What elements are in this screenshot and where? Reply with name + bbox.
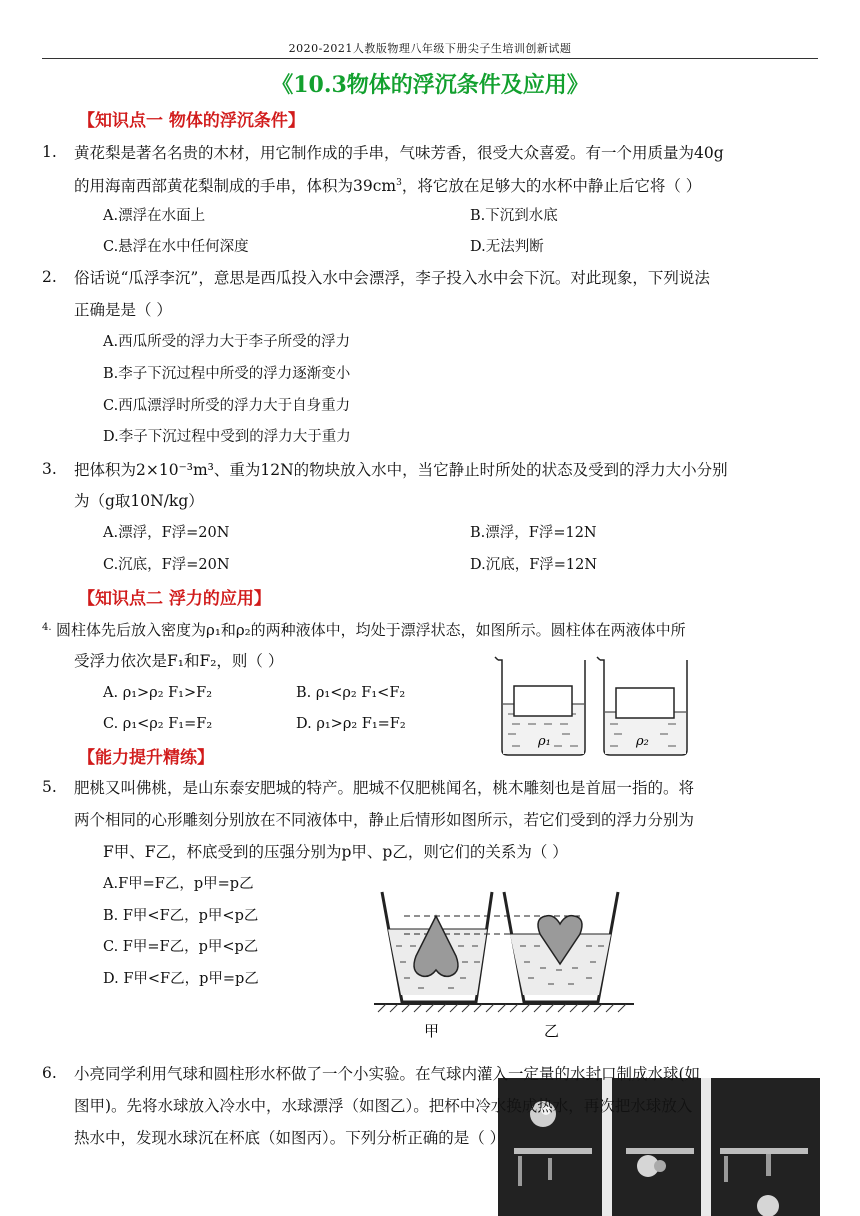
question-text: 圆柱体先后放入密度为ρ₁和ρ₂的两种液体中，均处于漂浮状态，如图所示。圆柱体在两液体中所 [56,621,686,639]
question-number: 5. [42,778,57,796]
question-text: 正确是是（ ） [74,301,172,319]
option-d[interactable]: D. ρ₁>ρ₂ F₁=F₂ [296,716,406,732]
question-text: 为（g取10N/kg） [74,492,204,510]
beakers-figure [492,652,692,762]
section-heading-2: 【知识点二 浮力的应用】 [78,589,271,609]
option-b[interactable]: B. ρ₁<ρ₂ F₁<F₂ [296,685,406,701]
option-a[interactable]: A. ρ₁>ρ₂ F₁>F₂ [103,685,213,701]
label-yi: 乙 [544,1022,560,1040]
option-c[interactable]: C. ρ₁<ρ₂ F₁=F₂ [103,716,213,732]
question-text: 两个相同的心形雕刻分别放在不同液体中，静止后情形如图所示，若它们受到的浮力分别为 [74,811,695,829]
heart-carving-1 [414,916,458,976]
cups-figure [364,882,646,1040]
question-text: 黄花梨是著名名贵的木材，用它制作成的手串，气味芳香，很受大众喜爱。有一个用质量为40g [74,144,724,162]
question-text: 俗话说“瓜浮李沉”，意思是西瓜投入水中会漂浮，李子投入水中会下沉。对此现象，下列说法 [74,269,710,287]
option-b[interactable]: B.李子下沉过程中所受的浮力逐渐变小 [103,366,351,382]
question-text: 受浮力依次是F₁和F₂，则（ ） [74,652,284,670]
section-heading-1: 【知识点一 物体的浮沉条件】 [78,111,305,131]
question-text: 把体积为2×10⁻³m³、重为12N的物块放入水中，当它静止时所处的状态及受到的浮力大小分别 [74,461,728,479]
option-b[interactable]: B.漂浮，F浮=12N [470,525,597,541]
option-c[interactable]: C.沉底，F浮=20N [103,557,230,573]
label-rho1: ρ₁ [538,734,551,749]
option-d[interactable]: D. F甲<F乙，p甲=p乙 [103,971,259,987]
question-text: 热水中，发现水球沉在杯底（如图丙）。下列分析正确的是（ ） [74,1129,506,1147]
section-heading-3: 【能力提升精练】 [78,748,214,768]
question-text: F甲、F乙，杯底受到的压强分别为p甲、p乙，则它们的关系为（ ） [103,843,568,861]
option-d[interactable]: D.无法判断 [470,239,544,255]
option-a[interactable]: A.西瓜所受的浮力大于李子所受的浮力 [103,334,351,350]
question-number: 2. [42,268,57,286]
question-text: 的用海南西部黄花梨制成的手串，体积为$39cm^3$，将它放在足够大的水杯中静止后它将（ ） [74,177,702,196]
option-b[interactable]: B. F甲<F乙，p甲<p乙 [103,908,259,924]
label-rho2: ρ₂ [636,734,649,749]
header-divider [42,58,818,59]
page-header: 2020-2021人教版物理八年级下册尖子生培训创新试题 [288,42,572,55]
option-c[interactable]: C.悬浮在水中任何深度 [103,239,249,255]
label-jia: 甲 [424,1022,440,1040]
question-number: 4. [42,622,52,633]
option-a[interactable]: A.漂浮，F浮=20N [103,525,230,541]
beaker-2 [597,657,687,755]
option-c[interactable]: C.西瓜漂浮时所受的浮力大于自身重力 [103,398,351,414]
question-number: 6. [42,1064,57,1082]
question-text: 图甲)。先将水球放入冷水中，水球漂浮（如图乙）。把杯中冷水换成热水，再次把水球放入 [74,1097,693,1115]
option-a[interactable]: A.F甲=F乙，p甲=p乙 [103,876,254,892]
page-title: 《10.3物体的浮沉条件及应用》 [271,72,589,98]
question-text: 肥桃又叫佛桃，是山东泰安肥城的特产。肥城不仅肥桃闻名，桃木雕刻也是首屈一指的。将 [74,779,695,797]
option-d[interactable]: D.沉底，F浮=12N [470,557,598,573]
option-c[interactable]: C. F甲=F乙，p甲<p乙 [103,939,259,955]
option-d[interactable]: D.李子下沉过程中受到的浮力大于重力 [103,429,351,445]
beaker-1 [495,657,585,755]
option-b[interactable]: B.下沉到水底 [470,208,558,224]
question-text: 小亮同学利用气球和圆柱形水杯做了一个小实验。在气球内灌入一定量的水封口制成水球(如 [74,1065,701,1083]
question-number: 3. [42,460,57,478]
question-number: 1. [42,143,57,161]
option-a[interactable]: A.漂浮在水面上 [103,208,206,224]
